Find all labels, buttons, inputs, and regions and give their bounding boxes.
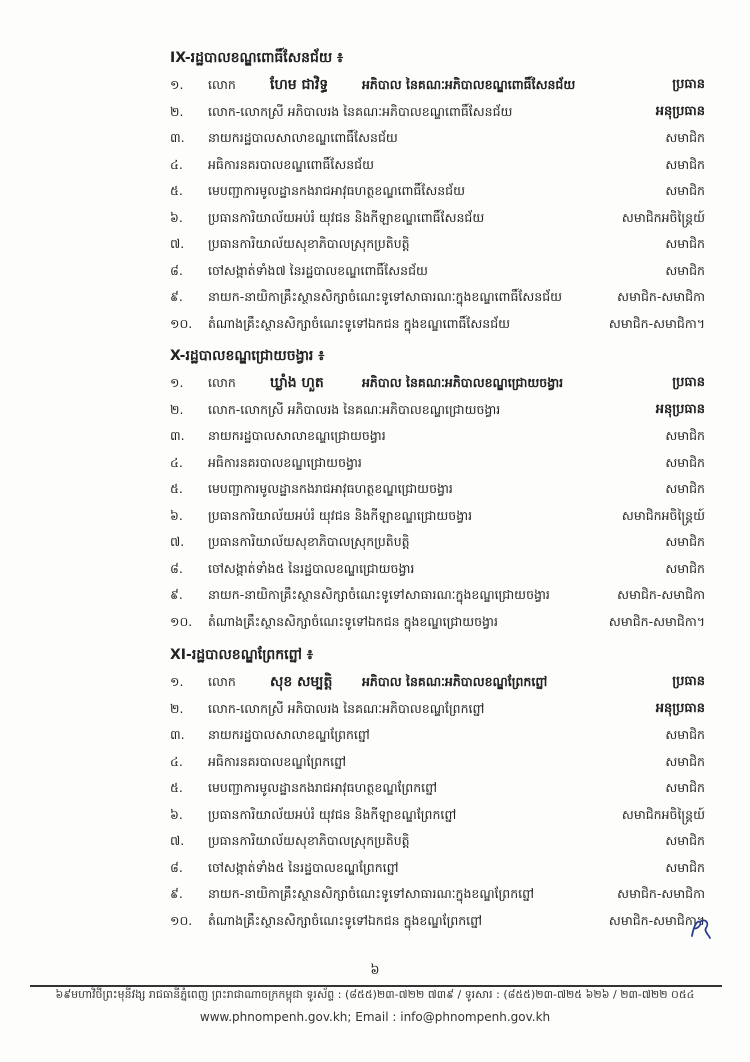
member-text: លោក-លោកស្រី អភិបាលរង នៃគណៈអភិបាលខណ្ឌពោធិ៍សែនជ័យ — [208, 103, 513, 119]
member-row — [170, 231, 705, 258]
member-row — [170, 556, 705, 583]
item-number: ៤. — [170, 156, 183, 172]
member-text: នាយករដ្ឋបាលសាលាខណ្ឌព្រែកព្នៅ — [208, 727, 370, 742]
item-number: ១០. — [170, 912, 193, 928]
role-label: ប្រធាន — [672, 77, 705, 92]
member-row — [170, 696, 705, 723]
role-label: សមាជិក-សមាជិកា — [617, 886, 705, 901]
item-number: ៨. — [170, 262, 183, 278]
item-number: ១. — [170, 674, 184, 689]
role-label: សមាជិក — [665, 833, 705, 848]
role-label: អនុប្រធាន — [655, 700, 705, 716]
section-ix — [170, 46, 705, 337]
role-label: សមាជិក-សមាជិកា — [617, 587, 705, 602]
item-number: ៤. — [170, 454, 183, 470]
role-label: សមាជិក — [665, 560, 705, 576]
member-row — [170, 828, 705, 855]
honorific: លោក — [208, 77, 236, 92]
member-row — [170, 125, 705, 152]
page-number: ៦ — [370, 963, 380, 978]
member-row — [170, 503, 705, 530]
role-label: សមាជិក — [665, 534, 705, 549]
role-label: សមាជិក — [665, 753, 705, 769]
member-text: អធិការនគរបាលខណ្ឌព្រែកព្នៅ — [208, 753, 347, 769]
position-desc: អភិបាល នៃគណៈអភិបាលខណ្ឌពោធិ៍សែនជ័យ — [362, 77, 576, 92]
item-number: ៨. — [170, 859, 183, 875]
member-text: មេបញ្ជាការមូលដ្ឋានកងរាជអាវុធហត្ថខណ្ឌព្រែកព្នៅ — [208, 780, 438, 795]
item-number: ៧. — [170, 534, 185, 549]
person-name: សុខ សម្បត្តិ — [270, 674, 333, 690]
section-title: IX-រដ្ឋបាលខណ្ឌពោធិ៍សែនជ័យ ៖ — [170, 50, 344, 66]
item-number: ៦. — [170, 806, 183, 822]
role-label: សមាជិកអចិន្ត្រៃយ៍ — [621, 507, 705, 523]
role-label: សមាជិក-សមាជិកា។ — [608, 912, 705, 928]
member-text: នាយក-នាយិកាគ្រឹះស្ថានសិក្សាចំណេះទូទៅសាធារណៈក្នុងខណ្ឌជ្រោយចង្វារ — [208, 587, 550, 602]
role-label: សមាជិក — [665, 428, 705, 443]
honorific: លោក — [208, 674, 236, 689]
role-label: សមាជិក — [665, 156, 705, 172]
role-label: អនុប្រធាន — [655, 103, 705, 119]
member-text: លោក-លោកស្រី អភិបាលរង នៃគណៈអភិបាលខណ្ឌជ្រោយចង្វារ — [208, 401, 501, 417]
member-text: ប្រធានការិយាល័យអប់រំ យុវជន និងកីឡាខណ្ឌជ្រោយចង្វារ — [208, 507, 473, 523]
item-number: ៣. — [170, 727, 185, 742]
section-title: X-រដ្ឋបាលខណ្ឌជ្រោយចង្វារ ៖ — [170, 348, 325, 364]
member-row — [170, 450, 705, 477]
member-row — [170, 722, 705, 749]
item-number: ១០. — [170, 613, 193, 629]
member-text: ប្រធានការិយាល័យសុខាភិបាលស្រុកប្រតិបត្តិ — [208, 534, 410, 549]
member-text: អធិការនគរបាលខណ្ឌពោធិ៍សែនជ័យ — [208, 156, 375, 172]
footer-contact: www.phnompenh.gov.kh; Email : info@phnompenh.gov.kh — [199, 1010, 551, 1024]
item-number: ៩. — [170, 886, 183, 901]
member-text: ចៅសង្កាត់ទាំង៥ នៃរដ្ឋបាលខណ្ឌជ្រោយចង្វារ — [208, 560, 415, 576]
chair-row — [170, 669, 705, 696]
footer-address: ៦៩មហាវិថីព្រះមុនីវង្ស រាជធានីភ្នំពេញ ព្រះរាជាណាចក្រកម្ពុជា ទូរស័ព្ទ : (៨៥៥)២៣-៧២២ ៧៣៩ / ទូរសារ : (៨៥៥)២៣-៧២៥ ៦២៦ / ២៣-៧២២ ០៥៤ — [55, 988, 695, 1001]
item-number: ២. — [170, 700, 184, 716]
item-number: ៣. — [170, 428, 185, 443]
member-text: ប្រធានការិយាល័យអប់រំ យុវជន និងកីឡាខណ្ឌពោធិ៍សែនជ័យ — [208, 209, 485, 225]
member-text: នាយករដ្ឋបាលសាលាខណ្ឌជ្រោយចង្វារ — [208, 428, 386, 443]
member-text: ចៅសង្កាត់ទាំង៥ នៃរដ្ឋបាលខណ្ឌព្រែកព្នៅ — [208, 859, 399, 875]
member-row — [170, 423, 705, 450]
member-text: តំណាងគ្រឹះស្ថានសិក្សាចំណេះទូទៅឯកជន ក្នុងខណ្ឌពោធិ៍សែនជ័យ — [208, 315, 511, 331]
member-row — [170, 881, 705, 908]
member-text: តំណាងគ្រឹះស្ថានសិក្សាចំណេះទូទៅឯកជន ក្នុងខណ្ឌជ្រោយចង្វារ — [208, 613, 498, 629]
item-number: ៣. — [170, 130, 185, 145]
item-number: ១. — [170, 375, 184, 390]
person-name: ហែម ជាវិទ្ធ — [270, 77, 329, 93]
item-number: ៤. — [170, 753, 183, 769]
item-number: ៦. — [170, 209, 183, 225]
initial-signature-icon — [688, 916, 714, 942]
member-row — [170, 775, 705, 802]
member-text: តំណាងគ្រឹះស្ថានសិក្សាចំណេះទូទៅឯកជន ក្នុងខណ្ឌព្រែកព្នៅ — [208, 912, 483, 928]
item-number: ៧. — [170, 833, 185, 848]
member-row — [170, 284, 705, 311]
position-desc: អភិបាល នៃគណៈអភិបាលខណ្ឌព្រែកព្នៅ — [362, 674, 548, 689]
member-row — [170, 152, 705, 179]
role-label: សមាជិក — [665, 780, 705, 795]
item-number: ៩. — [170, 289, 183, 304]
member-text: ប្រធានការិយាល័យសុខាភិបាលស្រុកប្រតិបត្តិ — [208, 833, 410, 848]
item-number: ១០. — [170, 315, 193, 331]
role-label: សមាជិក-សមាជិកា។ — [608, 613, 705, 629]
role-label: ប្រធាន — [672, 674, 705, 689]
section-x — [170, 344, 705, 635]
role-label: សមាជិក — [665, 183, 705, 198]
chair-row — [170, 72, 705, 99]
member-row — [170, 582, 705, 609]
role-label: សមាជិក-សមាជិកា។ — [608, 315, 705, 331]
role-label: អនុប្រធាន — [655, 401, 705, 417]
role-label: សមាជិក — [665, 481, 705, 496]
footer-divider — [30, 985, 722, 987]
member-text: នាយករដ្ឋបាលសាលាខណ្ឌពោធិ៍សែនជ័យ — [208, 130, 398, 145]
member-row — [170, 397, 705, 424]
position-desc: អភិបាល នៃគណៈអភិបាលខណ្ឌជ្រោយចង្វារ — [362, 375, 564, 390]
role-label: សមាជិក — [665, 727, 705, 742]
role-label: ប្រធាន — [672, 375, 705, 390]
item-number: ២. — [170, 401, 184, 417]
member-text: លោក-លោកស្រី អភិបាលរង នៃគណៈអភិបាលខណ្ឌព្រែកព្នៅ — [208, 700, 485, 716]
role-label: សមាជិកអចិន្ត្រៃយ៍ — [621, 806, 705, 822]
role-label: សមាជិក — [665, 262, 705, 278]
member-row — [170, 802, 705, 829]
role-label: សមាជិក — [665, 130, 705, 145]
item-number: ៥. — [170, 780, 183, 795]
member-text: មេបញ្ជាការមូលដ្ឋានកងរាជអាវុធហត្ថខណ្ឌជ្រោយចង្វារ — [208, 481, 453, 496]
member-text: នាយក-នាយិកាគ្រឹះស្ថានសិក្សាចំណេះទូទៅសាធារណៈក្នុងខណ្ឌព្រែកព្នៅ — [208, 886, 535, 901]
item-number: ៩. — [170, 587, 183, 602]
item-number: ៥. — [170, 481, 183, 496]
member-row — [170, 178, 705, 205]
item-number: ៥. — [170, 183, 183, 198]
member-row — [170, 205, 705, 232]
honorific: លោក — [208, 375, 236, 390]
item-number: ៧. — [170, 236, 185, 251]
member-text: អធិការនគរបាលខណ្ឌជ្រោយចង្វារ — [208, 454, 362, 470]
section-xi — [170, 643, 705, 934]
role-label: សមាជិក — [665, 236, 705, 251]
member-row — [170, 749, 705, 776]
member-text: ប្រធានការិយាល័យអប់រំ យុវជន និងកីឡាខណ្ឌព្រែកព្នៅ — [208, 806, 457, 822]
member-text: មេបញ្ជាការមូលដ្ឋានកងរាជអាវុធហត្ថខណ្ឌពោធិ៍សែនជ័យ — [208, 183, 466, 198]
member-text: ចៅសង្កាត់ទាំង៧ នៃរដ្ឋបាលខណ្ឌពោធិ៍សែនជ័យ — [208, 262, 428, 278]
member-row — [170, 855, 705, 882]
member-row — [170, 258, 705, 285]
role-label: សមាជិកអចិន្ត្រៃយ៍ — [621, 209, 705, 225]
item-number: ២. — [170, 103, 184, 119]
member-row — [170, 476, 705, 503]
member-row — [170, 311, 705, 338]
role-label: សមាជិក — [665, 859, 705, 875]
role-label: សមាជិក-សមាជិកា — [617, 289, 705, 304]
member-text: ប្រធានការិយាល័យសុខាភិបាលស្រុកប្រតិបត្តិ — [208, 236, 410, 251]
item-number: ៦. — [170, 507, 183, 523]
item-number: ៨. — [170, 560, 183, 576]
member-row — [170, 529, 705, 556]
chair-row — [170, 370, 705, 397]
member-row — [170, 99, 705, 126]
section-title: XI-រដ្ឋបាលខណ្ឌព្រែកព្នៅ ៖ — [170, 647, 313, 663]
member-row — [170, 609, 705, 636]
role-label: សមាជិក — [665, 454, 705, 470]
member-text: នាយក-នាយិកាគ្រឹះស្ថានសិក្សាចំណេះទូទៅសាធារណៈក្នុងខណ្ឌពោធិ៍សែនជ័យ — [208, 289, 563, 304]
item-number: ១. — [170, 77, 184, 92]
member-row — [170, 908, 705, 935]
person-name: ឃ្លាំង ហួត — [270, 375, 324, 391]
